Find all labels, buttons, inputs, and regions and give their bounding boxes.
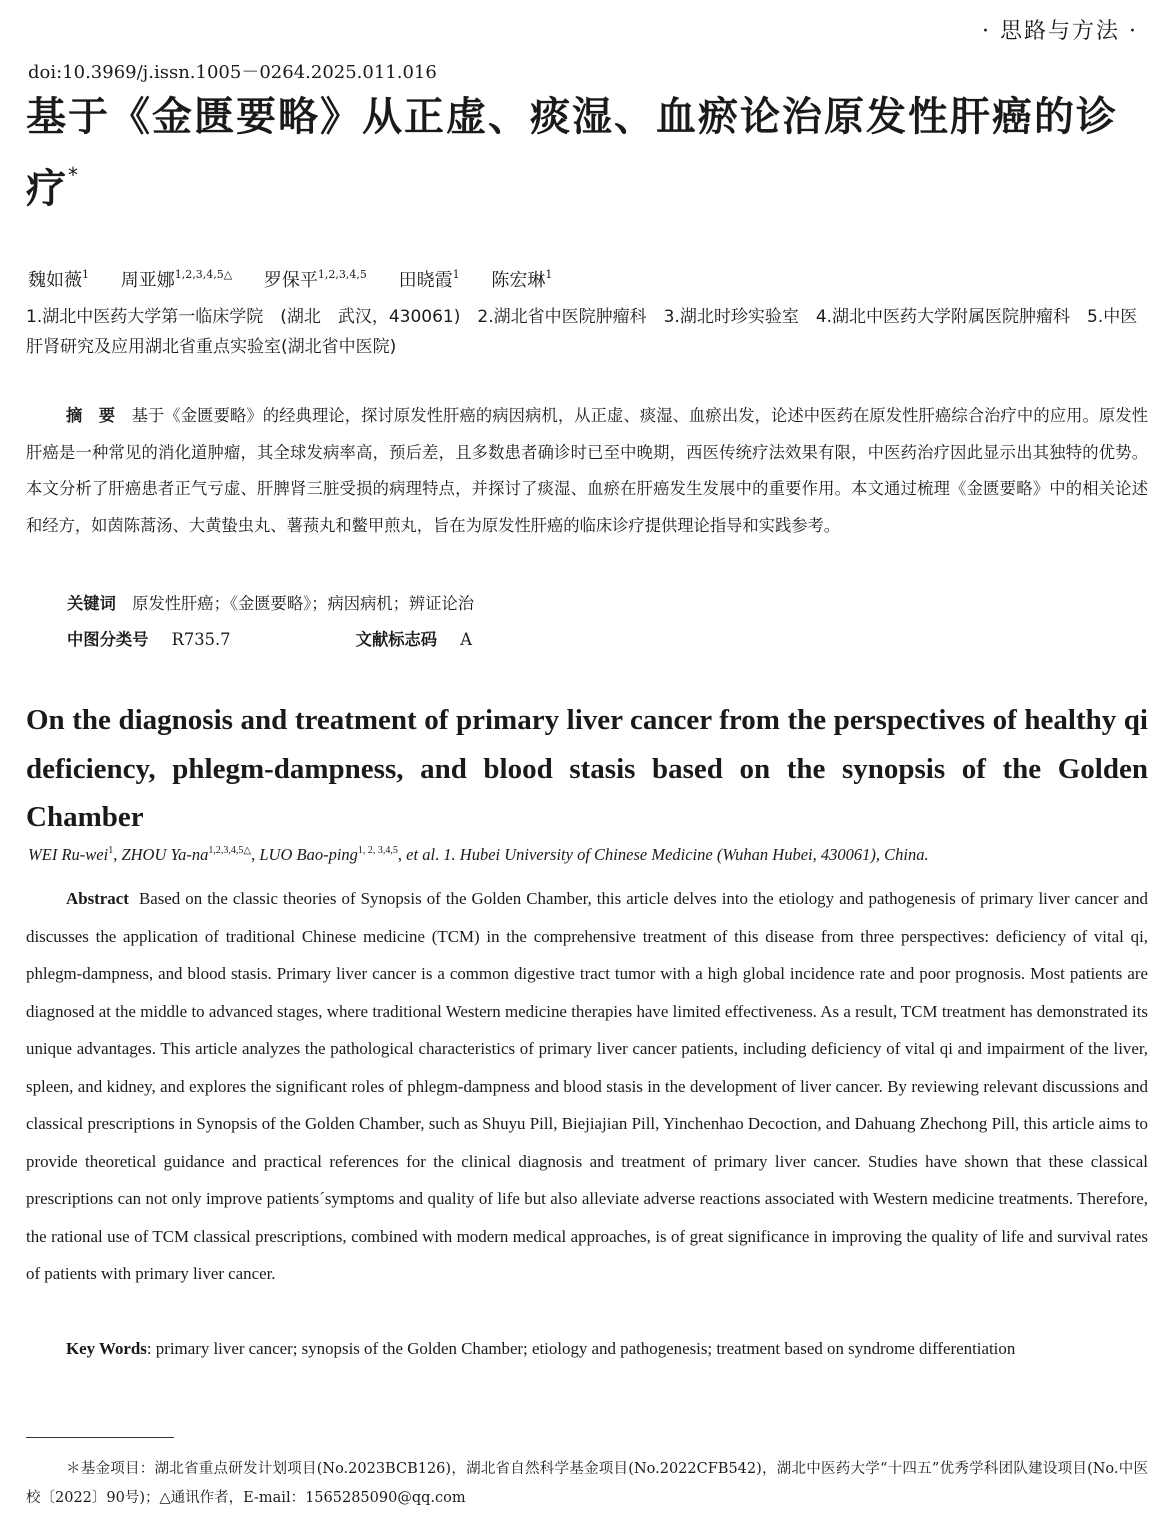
author-sup: 1, 2, 3,4,5 xyxy=(357,845,398,856)
author-sup: 1 xyxy=(452,268,460,281)
doc-code-value: A xyxy=(460,630,473,649)
author-name: 魏如薇 xyxy=(28,270,82,291)
author-sup: 1 xyxy=(108,845,114,856)
author-1 xyxy=(28,270,89,291)
author-name: 田晓霞 xyxy=(398,270,453,291)
english-abstract-text: Based on the classic theories of Synopsis of the Golden Chamber, this article delves into the etiology and pathogenesis of primary liver cancer and discusses the application of traditional Chinese medicine (TCM) in the comprehensive treatment of this disease from three perspectives: deficiency of vital qi, phlegm-dampness, and blood stasis. Primary liver cancer is a common digestive tract tumor with a high global incidence rate and poor prognosis. Most patients are diagnosed at the middle to advanced stages, where traditional Western medicine therapies have limited effectiveness. As a result, TCM treatment has demonstrated its unique advantages. This article analyzes the pathological characteristics of primary liver cancer patients, including deficiency of vital qi and impairment of the liver, spleen, and kidney, and explores the significant roles of phlegm-dampness and blood stasis in the development of liver cancer. By reviewing relevant discussions and classical prescriptions in Synopsis of the Golden Chamber, such as Shuyu Pill, Biejiajian Pill, Yinchenhao Decoction, and Dahuang Zhechong Pill, this article aims to provide theoretical guidance and practical references for the clinical diagnosis and treatment of primary liver cancer. Studies have shown that these classical prescriptions can not only improve patients´symptoms and quality of life but also alleviate adverse reactions associated with Western medicine treatments. Therefore, the rational use of TCM classical prescriptions, combined with modern medical approaches, is of great significance in improving the quality of life and survival rates of patients with primary liver cancer. xyxy=(26,889,1148,1283)
chinese-affiliations: 1.湖北中医药大学第一临床学院 (湖北 武汉，430061) 2.湖北省中医院肿瘤科 3.湖北时珍实验室 4.湖北中医药大学附属医院肿瘤科 5.中医肝肾研究及应用湖北省重点实验室(湖北省中医院) xyxy=(26,307,1138,357)
chinese-title xyxy=(26,88,1150,218)
author-3 xyxy=(264,270,367,291)
doi: doi:10.3969/j.issn.1005－0264.2025.011.016 xyxy=(28,62,437,83)
clc-label: 中图分类号 xyxy=(67,630,149,649)
english-author-1: WEI Ru-wei xyxy=(28,845,109,864)
author-sup: 1,2,3,4,5△ xyxy=(174,268,233,281)
chinese-abstract xyxy=(26,398,1148,544)
chinese-authors xyxy=(28,266,578,292)
chinese-abstract-label: 摘 要 xyxy=(66,406,116,425)
english-author-3: LUO Bao-ping xyxy=(259,845,358,864)
english-affiliation: 1. Hubei University of Chinese Medicine (Wuhan Hubei, 430061), China. xyxy=(443,845,929,864)
author-sup: 1,2,3,4,5 xyxy=(317,268,367,281)
english-title: On the diagnosis and treatment of primary liver cancer from the perspectives of healthy qi deficiency, phlegm-dampness, and blood stasis based on the synopsis of the Golden Chamber xyxy=(26,704,1148,833)
et-al: et al xyxy=(406,845,436,864)
author-sup: 1 xyxy=(545,268,553,281)
english-keywords-text: primary liver cancer; synopsis of the Golden Chamber; etiology and pathogenesis; treatment based on syndrome differentiation xyxy=(155,1339,1016,1358)
author-name: 陈宏琳 xyxy=(491,270,546,291)
english-keywords: Key Words: primary liver cancer; synopsis of the Golden Chamber; etiology and pathogenesis; treatment based on syndrome differentiation xyxy=(66,1339,1016,1358)
english-abstract-label: Abstract xyxy=(66,889,129,908)
author-4 xyxy=(399,270,460,291)
author-name: 周亚娜 xyxy=(120,270,175,291)
chinese-keywords-text: 原发性肝癌；《金匮要略》；病因病机；辨证论治 xyxy=(132,594,475,613)
footnote-divider xyxy=(26,1437,174,1438)
english-abstract xyxy=(26,880,1148,1293)
english-authors: WEI Ru-wei$^1$, ZHOU $Ya-na^{1,2,3,4,5\triangle}$, LUO Bao-ping$^{1, 2, 3,4,5}$, et al. 1. Hubei University of Chinese Medicine (Wuhan Hubei, 430061), China. xyxy=(28,845,929,864)
author-sup: 1,2,3,4,5△ xyxy=(208,845,252,856)
author-5 xyxy=(491,270,552,291)
chinese-keywords xyxy=(67,590,474,614)
author-2 xyxy=(121,270,232,291)
english-keywords-label: Key Words xyxy=(66,1339,147,1358)
column-tag: · 思路与方法 · xyxy=(982,19,1138,44)
doc-code-label: 文献标志码 xyxy=(355,630,438,649)
chinese-abstract-text: 基于《金匮要略》的经典理论，探讨原发性肝癌的病因病机，从正虚、痰湿、血瘀出发，论述中医药在原发性肝癌综合治疗中的应用。原发性肝癌是一种常见的消化道肿瘤，其全球发病率高，预后差，且多数患者确诊时已至中晚期，西医传统疗法效果有限，中医药治疗因此显示出其独特的优势。本文分析了肝癌患者正气亏虚、肝脾肾三脏受损的病理特点，并探讨了痰湿、血瘀在肝癌发生发展中的重要作用。本文通过梳理《金匮要略》中的相关论述和经方，如茵陈蒿汤、大黄蛰虫丸、薯蓣丸和鳖甲煎丸，旨在为原发性肝癌的临床诊疗提供理论指导和实践参考。 xyxy=(26,406,1148,535)
title-footnote-marker: * xyxy=(68,163,80,187)
author-sup: 1 xyxy=(82,268,89,281)
chinese-keywords-label: 关键词 xyxy=(67,594,116,613)
footnote: ＊基金项目：湖北省重点研发计划项目(No.2023BCB126)，湖北省自然科学基金项目(No.2022CFB542)，湖北中医药大学“十四五”优秀学科团队建设项目(No.中医校〔2022〕90号)；△通讯作者，E-mail：1565285090@qq.com xyxy=(26,1461,1148,1506)
chinese-title-text: 基于《金匮要略》从正虚、痰湿、血瘀论治原发性肝癌的诊疗 xyxy=(26,94,1118,212)
classification-line xyxy=(67,626,472,650)
author-name: 罗保平 xyxy=(263,270,318,291)
english-author-2: ZHOU Ya-na xyxy=(121,845,209,864)
clc-value: R735.7 xyxy=(171,630,231,649)
